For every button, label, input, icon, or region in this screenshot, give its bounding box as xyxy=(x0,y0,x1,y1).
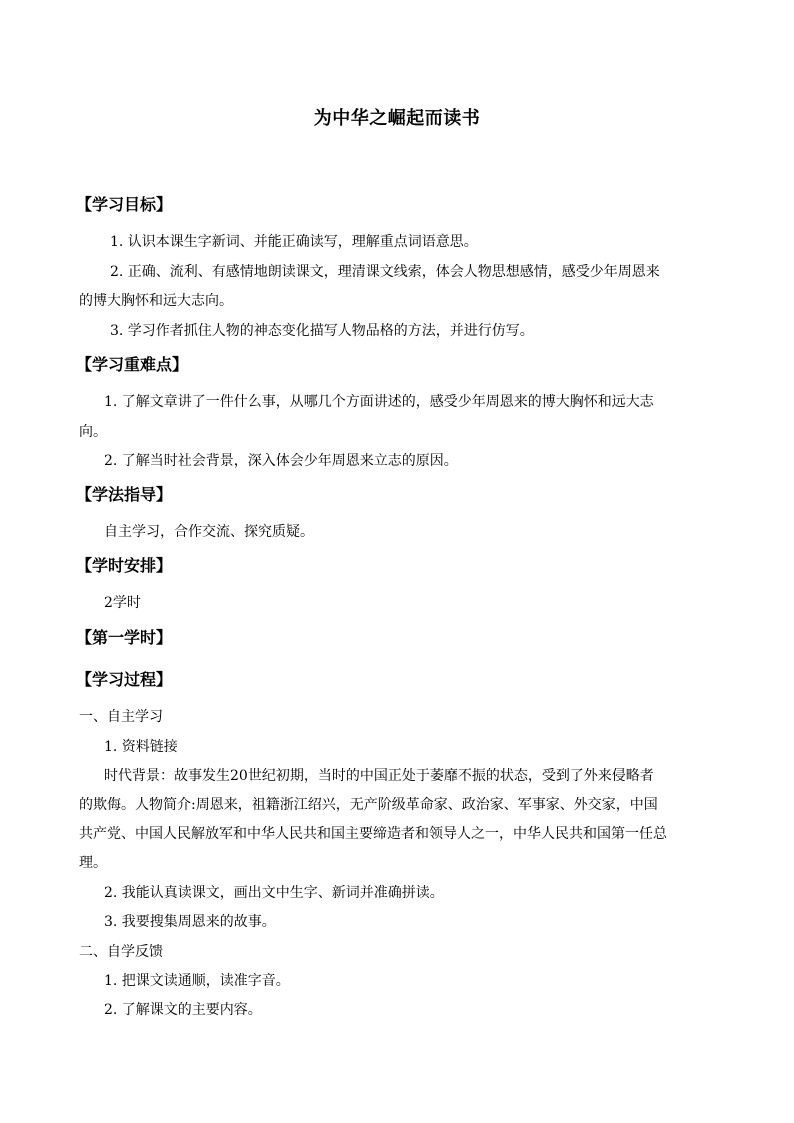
key-point-item-1-line-1: 1. 了解文章讲了一件什么事，从哪几个方面讲述的，感受少年周恩来的博大胸怀和远大志 xyxy=(104,394,654,410)
heading-objectives: 【学习目标】 xyxy=(76,195,173,214)
heading-key-points: 【学习重难点】 xyxy=(76,355,189,374)
process-part-2-title: 二、自学反馈 xyxy=(79,944,163,960)
key-point-item-2: 2. 了解当时社会背景，深入体会少年周恩来立志的原因。 xyxy=(104,453,458,469)
heading-first-period: 【第一学时】 xyxy=(76,628,173,647)
background-line-3: 共产党、中国人民解放军和中华人民共和国主要缔造者和领导人之一，中华人民共和国第一任总 xyxy=(79,826,667,842)
process-part-1-item-2: 2. 我能认真读课文，画出文中生字、新词并准确拼读。 xyxy=(104,885,444,901)
process-part-2-item-2: 2. 了解课文的主要内容。 xyxy=(104,1002,262,1018)
key-point-item-1-line-2: 向。 xyxy=(79,424,107,440)
heading-schedule: 【学时安排】 xyxy=(76,556,173,575)
background-line-2: 的欺侮。人物简介:周恩来，祖籍浙江绍兴，无产阶级革命家、政治家、军事家、外交家，中国 xyxy=(79,797,658,813)
method-text: 自主学习，合作交流、探究质疑。 xyxy=(104,524,314,540)
objective-item-2-line-2: 的博大胸怀和远大志向。 xyxy=(79,293,233,309)
schedule-text: 2学时 xyxy=(104,595,141,611)
process-part-1-title: 一、自主学习 xyxy=(79,709,163,725)
process-part-1-item-3: 3. 我要搜集周恩来的故事。 xyxy=(104,914,276,930)
heading-method: 【学法指导】 xyxy=(76,485,173,504)
process-part-1-item-1: 1. 资料链接 xyxy=(104,739,178,755)
objective-item-1: 1. 认识本课生字新词、并能正确读写，理解重点词语意思。 xyxy=(110,234,478,250)
background-line-4: 理。 xyxy=(79,855,107,871)
heading-process: 【学习过程】 xyxy=(76,670,173,689)
objective-item-3: 3. 学习作者抓住人物的神态变化描写人物品格的方法，并进行仿写。 xyxy=(110,323,534,339)
objective-item-2-line-1: 2. 正确、流利、有感情地朗读课文，理清课文线索，体会人物思想感情，感受少年周恩来 xyxy=(110,264,660,280)
background-line-1: 时代背景：故事发生20世纪初期，当时的中国正处于萎靡不振的状态，受到了外来侵略者 xyxy=(104,768,654,784)
document-title: 为中华之崛起而读书 xyxy=(313,108,481,129)
process-part-2-item-1: 1. 把课文读通顺，读准字音。 xyxy=(104,973,290,989)
